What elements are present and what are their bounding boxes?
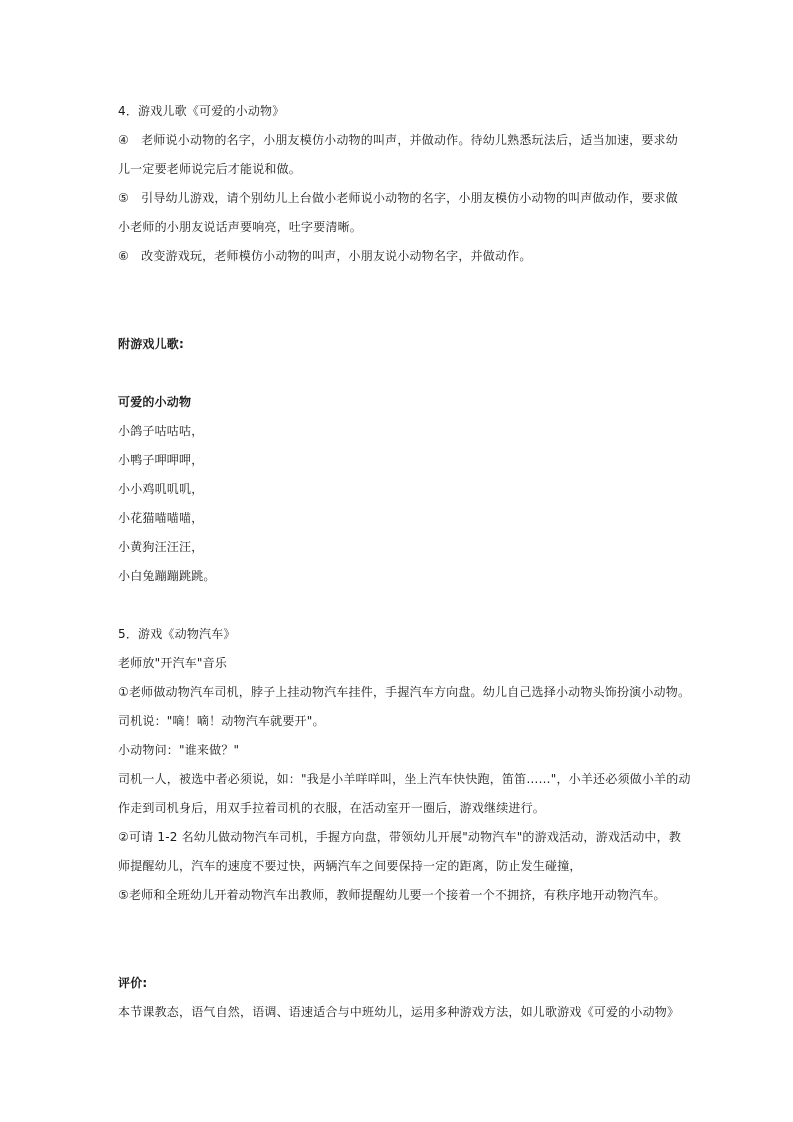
section5-heading: 5．游戏《动物汽车》 bbox=[118, 627, 236, 641]
section4-step5-line2: 小老师的小朋友说话声要响亮，吐字要清晰。 bbox=[118, 220, 363, 234]
section4-step4-line2: 儿一定要老师说完后才能说和做。 bbox=[118, 162, 302, 176]
song-verse: 小鸭子呷呷呷， bbox=[118, 453, 204, 467]
song-verse: 小白兔蹦蹦跳跳。 bbox=[118, 569, 216, 583]
section4-step5-line1: ⑤ 引导幼儿游戏，请个别幼儿上台做小老师说小动物的名字，小朋友模仿小动物的叫声做动作，要求做 bbox=[118, 191, 678, 205]
appendix-heading: 附游戏儿歌: bbox=[118, 337, 184, 351]
section5-step2-line2: 师提醒幼儿，汽车的速度不要过快，两辆汽车之间要保持一定的距离，防止发生碰撞， bbox=[118, 859, 582, 873]
song-verse: 小花猫喵喵喵， bbox=[118, 511, 204, 525]
section4-step6: ⑥ 改变游戏玩，老师模仿小动物的叫声，小朋友说小动物名字，并做动作。 bbox=[118, 249, 532, 263]
section5-music: 老师放"开汽车"音乐 bbox=[118, 656, 228, 670]
song-title: 可爱的小动物 bbox=[118, 395, 192, 409]
section5-driver-says: 司机说："嘀！嘀！动物汽车就要开"。 bbox=[118, 714, 325, 728]
section5-step1: ①老师做动物汽车司机，脖子上挂动物汽车挂件，手握汽车方向盘。幼儿自己选择小动物头饰扮演小动物。 bbox=[118, 685, 691, 699]
song-verse: 小鸽子咕咕咕， bbox=[118, 424, 204, 438]
evaluation-text: 本节课教态，语气自然，语调、语速适合与中班幼儿，运用多种游戏方法，如儿歌游戏《可爱的小动物》 bbox=[118, 1005, 680, 1019]
song-verse: 小黄狗汪汪汪， bbox=[118, 540, 204, 554]
section5-rule-line2: 作走到司机身后，用双手拉着司机的衣服，在活动室开一圈后，游戏继续进行。 bbox=[118, 801, 546, 815]
section5-rule-line1: 司机一人，被选中者必须说，如："我是小羊咩咩叫，坐上汽车快快跑，笛笛……"，小羊还必须做小羊的动 bbox=[118, 772, 691, 786]
section4-step4-line1: ④ 老师说小动物的名字，小朋友模仿小动物的叫声，并做动作。待幼儿熟悉玩法后，适当加速，要求幼 bbox=[118, 133, 678, 147]
section5-step3: ⑤老师和全班幼儿开着动物汽车出教师，教师提醒幼儿要一个接着一个不拥挤，有秩序地开动物汽车。 bbox=[118, 888, 666, 902]
evaluation-heading: 评价: bbox=[118, 976, 148, 990]
section5-animals-ask: 小动物问："谁来做？" bbox=[118, 743, 240, 757]
song-verse: 小小鸡叽叽叽， bbox=[118, 482, 204, 496]
section5-step2-line1: ②可请 1-2 名幼儿做动物汽车司机，手握方向盘，带领幼儿开展"动物汽车"的游戏活动，游戏活动中，教 bbox=[118, 830, 682, 844]
section4-heading: 4．游戏儿歌《可爱的小动物》 bbox=[118, 104, 285, 118]
